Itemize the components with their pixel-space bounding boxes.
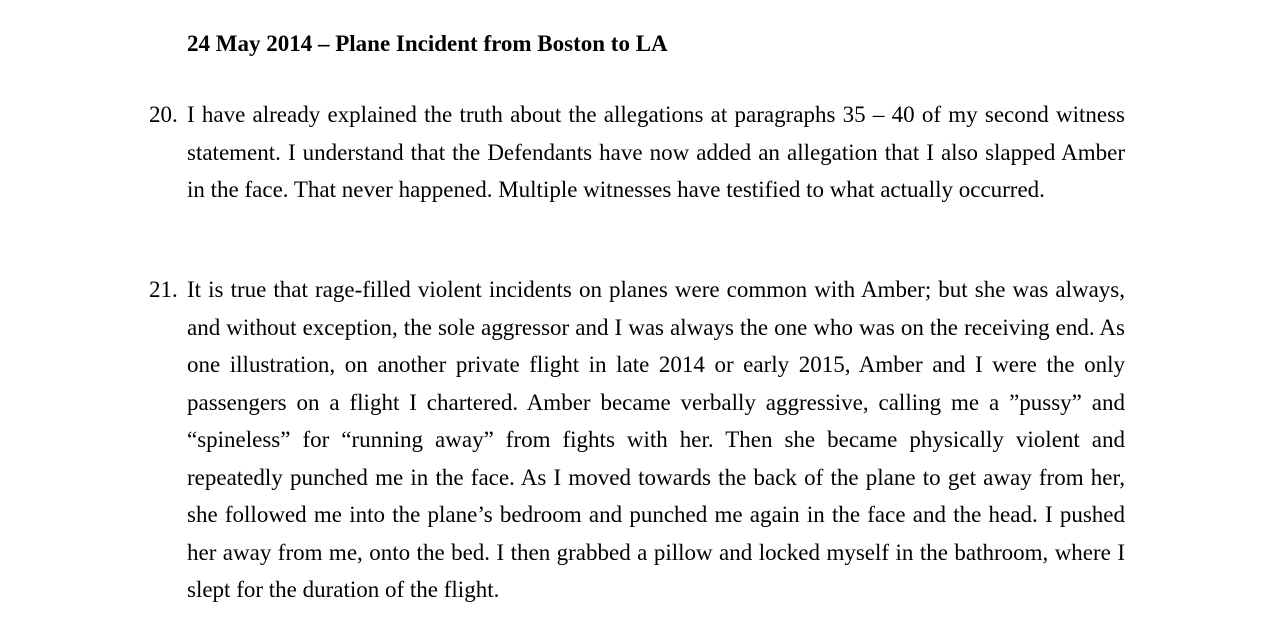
paragraph-text: It is true that rage-filled violent incidents on planes were common with Amber; but she was always, and without exception, the sole aggressor and I was always the one who was on the receiving end. As one illustration, on another private flight in late 2014 or early 2015, Amber and I were the only passengers on a flight I chartered. Amber became verbally aggressive, calling me a ”pussy” and “spineless” for “running away” from fights with her. Then she became physically violent and repeatedly punched me in the face. As I moved towards the back of the plane to get away from her, she followed me into the plane’s bedroom and punched me again in the face and the head. I pushed her away from me, onto the bed. I then grabbed a pillow and locked myself in the bathroom, where I slept for the duration of the flight. bbox=[187, 277, 1125, 602]
paragraph-number: 21. bbox=[149, 277, 178, 302]
section-heading: 24 May 2014 – Plane Incident from Boston to LA bbox=[187, 31, 668, 56]
paragraph-20 bbox=[149, 96, 1125, 209]
paragraph-21 bbox=[149, 271, 1125, 609]
paragraph-number: 20. bbox=[149, 102, 178, 127]
paragraph-text: I have already explained the truth about the allegations at paragraphs 35 – 40 of my second witness statement. I understand that the Defendants have now added an allegation that I also slapped Amber in the face. That never happened. Multiple witnesses have testified to what actually occurred. bbox=[187, 102, 1125, 202]
